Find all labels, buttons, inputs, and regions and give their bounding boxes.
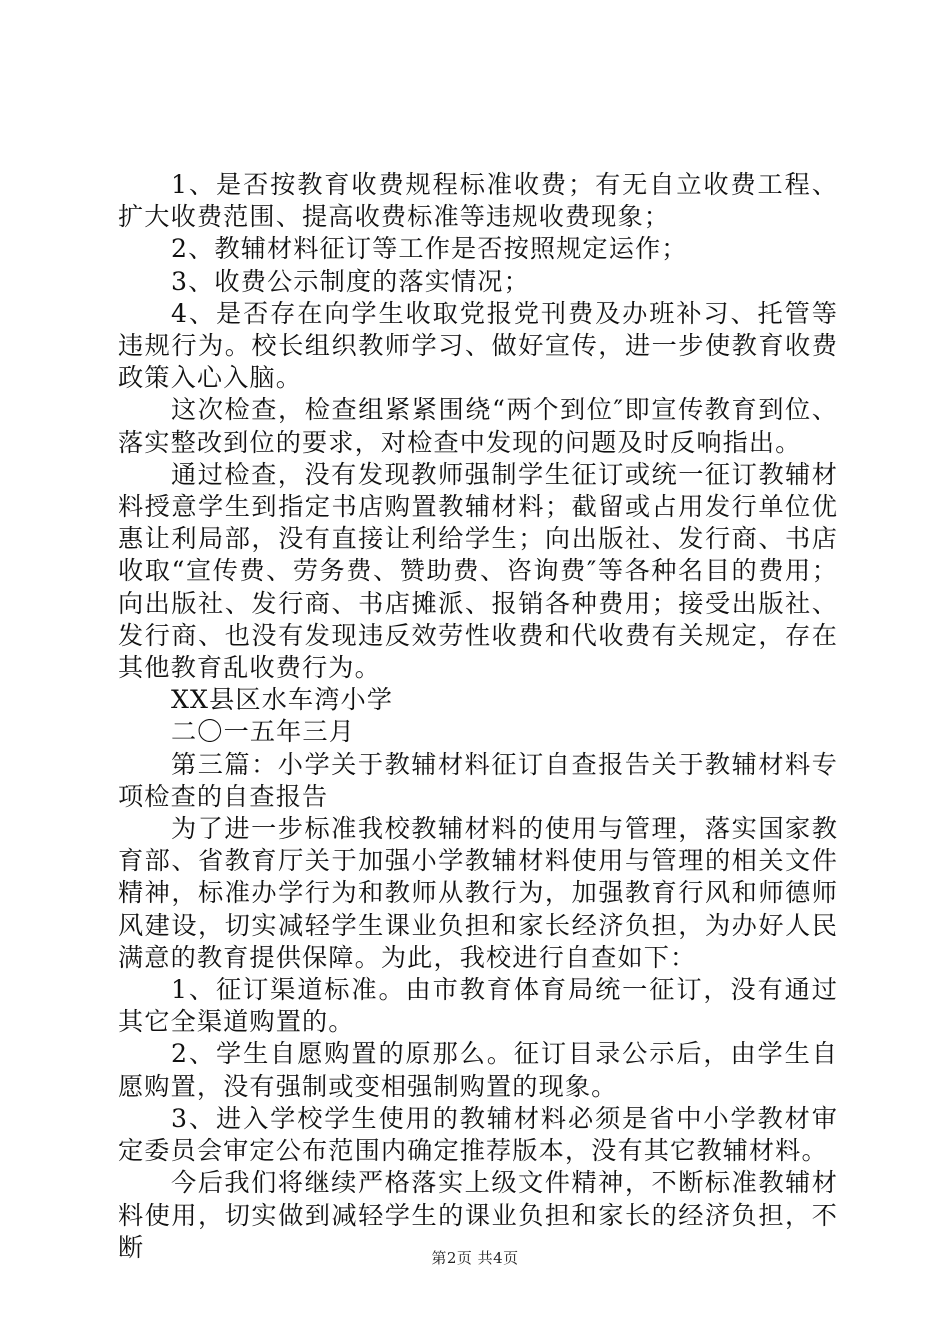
paragraph-violations: 4、是否存在向学生收取党报党刊费及办班补习、托管等违规行为。校长组织教师学习、做好宣传，进一步使教育收费政策入心入脑。 (118, 298, 838, 393)
document-body (118, 169, 838, 1264)
paragraph-inspection: 这次检查，检查组紧紧围绕“两个到位″即宣传教育到位、落实整改到位的要求，对检查中发现的问题及时反响指出。 (118, 395, 838, 457)
page-number: 第2页 共4页 (431, 1249, 519, 1267)
paragraph-fee-standard: 1、是否按教育收费规程标准收费；有无自立收费工程、扩大收费范围、提高收费标准等违规收费现象； (118, 170, 838, 232)
signature-school: XX县区水车湾小学 (171, 685, 394, 715)
paragraph-materials-ordering: 2、教辅材料征订等工作是否按照规定运作； (171, 234, 688, 264)
paragraph-fee-disclosure: 3、收费公示制度的落实情况； (171, 266, 530, 296)
paragraph-future: 今后我们将继续严格落实上级文件精神，不断标准教辅材料使用，切实做到减轻学生的课业负担和家长的经济负担，不断 (118, 1168, 838, 1262)
paragraph-intro: 为了进一步标准我校教辅材料的使用与管理，落实国家教育部、省教育厅关于加强小学教辅材料使用与管理的相关文件精神，标准办学行为和教师从教行为，加强教育行风和师德师风建设，切实减轻学生课业负担和家长经济负担，为办好人民满意的教育提供保障。为此，我校进行自查如下： (118, 814, 838, 972)
signature-date: 二〇一五年三月 (171, 717, 356, 747)
paragraph-findings: 通过检查，没有发现教师强制学生征订或统一征订教辅材料授意学生到指定书店购置教辅材料；截留或占用发行单位优惠让利局部，没有直接让利给学生；向出版社、发行商、书店收取“宣传费、劳务费、赞助费、咨询费″等各种名目的费用；向出版社、发行商、书店摊派、报销各种费用；接受出版社、发行商、也没有发现违反效劳性收费和代收费有关规定，存在其他教育乱收费行为。 (118, 459, 838, 683)
paragraph-voluntary: 2、学生自愿购置的原那么。征订目录公示后，由学生自愿购置，没有强制或变相强制购置的现象。 (118, 1039, 838, 1101)
paragraph-channel: 1、征订渠道标准。由市教育体育局统一征订，没有通过其它全渠道购置的。 (118, 975, 838, 1037)
section-title: 第三篇：小学关于教辅材料征订自查报告关于教辅材料专项检查的自查报告 (118, 749, 838, 811)
paragraph-approved-materials: 3、进入学校学生使用的教辅材料必须是省中小学教材审定委员会审定公布范围内确定推荐版本，没有其它教辅材料。 (118, 1103, 838, 1166)
